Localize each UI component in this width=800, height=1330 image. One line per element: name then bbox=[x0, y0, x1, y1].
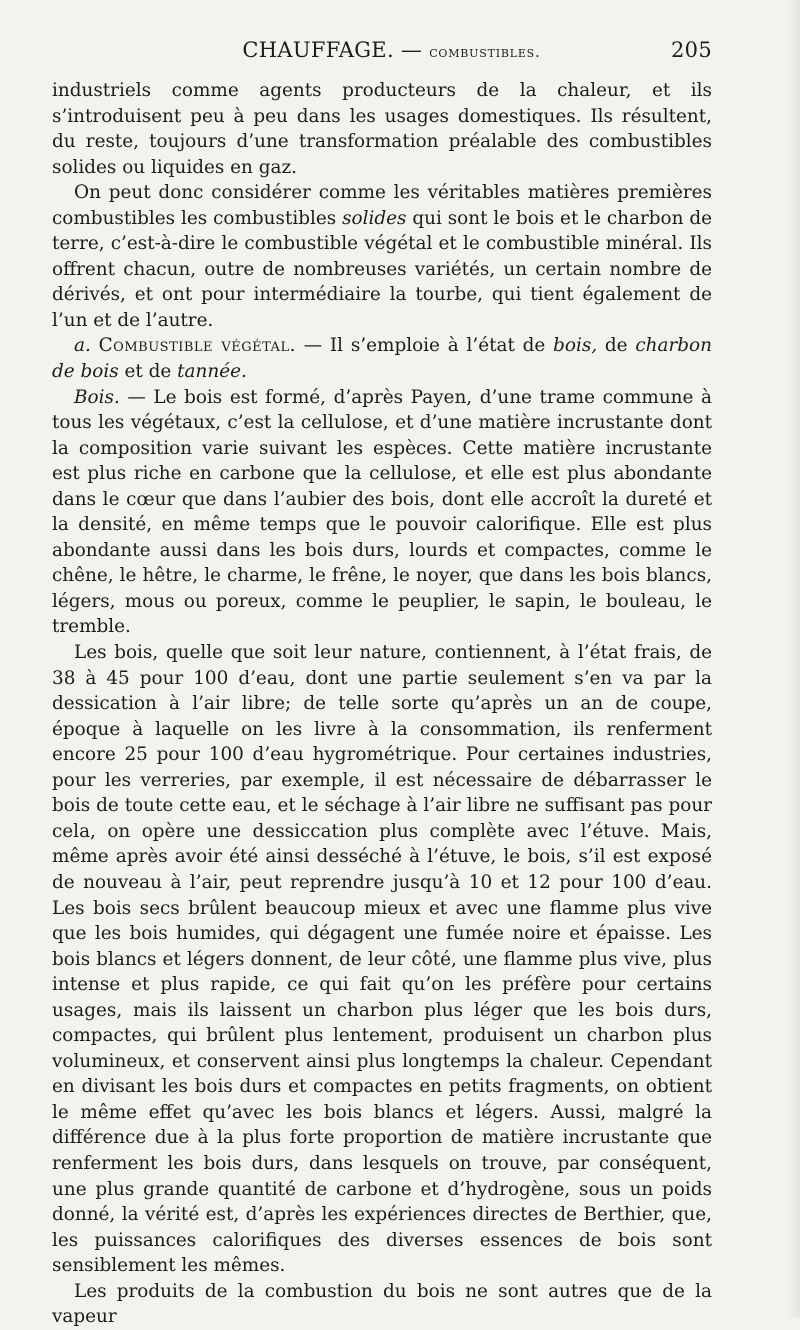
emphasis-solides: solides bbox=[342, 207, 407, 229]
section-heading: Combustible végétal. bbox=[98, 335, 296, 357]
text-run: de bbox=[604, 335, 628, 357]
emphasis-tannee: tannée. bbox=[177, 361, 247, 383]
body-text bbox=[52, 78, 712, 1330]
text-run: On peut donc considérer comme les véritables matières premières combustibles les combustibles bbox=[52, 182, 712, 229]
text-run: — Il s’emploie à l’état de bbox=[303, 335, 546, 357]
paragraph-bois bbox=[52, 385, 712, 640]
emphasis-charbon-de-bois: charbon de bois bbox=[52, 335, 712, 383]
running-title-main: CHAUFFAGE. — bbox=[242, 38, 423, 62]
page-edge-shadow bbox=[786, 0, 800, 1318]
emphasis-bois: bois, bbox=[553, 335, 598, 357]
subheading-bois: Bois. bbox=[74, 386, 120, 408]
running-title-sub: combustibles. bbox=[429, 43, 541, 61]
paragraph-continuation: industriels comme agents producteurs de la chaleur, et ils s’introduisent peu à peu dans les usages domestiques. Ils résultent, du reste, toujours d’une transformation préalable des combustibles solides ou liquides en gaz. bbox=[52, 80, 712, 178]
text-run: — Le bois est formé, d’après Payen, d’une trame commune à tous les végétaux, c’est la cellulose, et d’une matière incrustante dont la composition varie suivant les espèces. Cette matière incrustante est plus riche en carbone que la cellulose, et elle est plus abondante dans le cœur que dans l’aubier des bois, dont elle accroît la dureté et la densité, en même temps que le pouvoir calorifique. Elle est plus abondante aussi dans les bois durs, lourds et compactes, comme le chêne, le hêtre, le charme, le frêne, le noyer, que dans les bois blancs, légers, mous ou poreux, comme le peuplier, le sapin, le bouleau, le tremble. bbox=[52, 386, 712, 638]
paragraph-vegetal-fuel bbox=[52, 333, 712, 384]
running-title bbox=[52, 38, 671, 62]
text-run: qui sont le bois et le charbon de terre, c’est-à-dire le combustible végétal et le combustible minéral. Ils offrent chacun, outre de nombreuses variétés, un certain nombre de dérivés, et ont pour intermédiaire la tourbe, qui tient également de l’un et de l’autre. bbox=[52, 207, 712, 331]
section-letter: a. bbox=[74, 335, 91, 357]
text-run: et de bbox=[124, 361, 172, 383]
paragraph-water-content: Les bois, quelle que soit leur nature, contiennent, à l’état frais, de 38 à 45 pour 100 d’eau, dont une partie seulement s’en va par la dessication à l’air libre; de telle sorte qu’après un an de coupe, époque à laquelle on les livre à la consommation, ils renferment encore 25 pour 100 d’eau hygrométrique. Pour certaines industries, pour les verreries, par exemple, il est nécessaire de débarrasser le bois de toute cette eau, et le séchage à l’air libre ne suffisant pas pour cela, on opère une dessiccation plus complète avec l’étuve. Mais, même après avoir été ainsi desséché à l’étuve, le bois, s’il est exposé de nouveau à l’air, peut reprendre jusqu’à 10 et 12 pour 100 d’eau. Les bois secs brûlent beaucoup mieux et avec une flamme plus vive que les bois humides, qui dégagent une fumée noire et épaisse. Les bois blancs et légers donnent, de leur côté, une flamme plus vive, plus intense et plus rapide, ce qui fait qu’on les préfère pour certains usages, mais ils laissent un charbon plus léger que les bois durs, compactes, qui brûlent plus lentement, produisent un charbon plus volumineux, et conservent ainsi plus longtemps la chaleur. Cependant en divisant les bois durs et compactes en petits fragments, on obtient le même effet qu’avec les bois blancs et légers. Aussi, malgré la différence due à la plus forte proportion de matière incrustante que renferment les bois durs, dans lesquels on trouve, par conséquent, une plus grande quantité de carbone et d’hydrogène, sous un poids donné, la vérité est, d’après les expériences directes de Berthier, que, les puissances calorifiques des diverses essences de bois sont sensiblement les mêmes. bbox=[52, 642, 712, 1277]
page-header bbox=[52, 38, 712, 78]
page-number: 205 bbox=[671, 38, 712, 62]
paragraph-raw-materials bbox=[52, 180, 712, 333]
paragraph-combustion-products: Les produits de la combustion du bois ne sont autres que de la vapeur bbox=[52, 1280, 712, 1328]
